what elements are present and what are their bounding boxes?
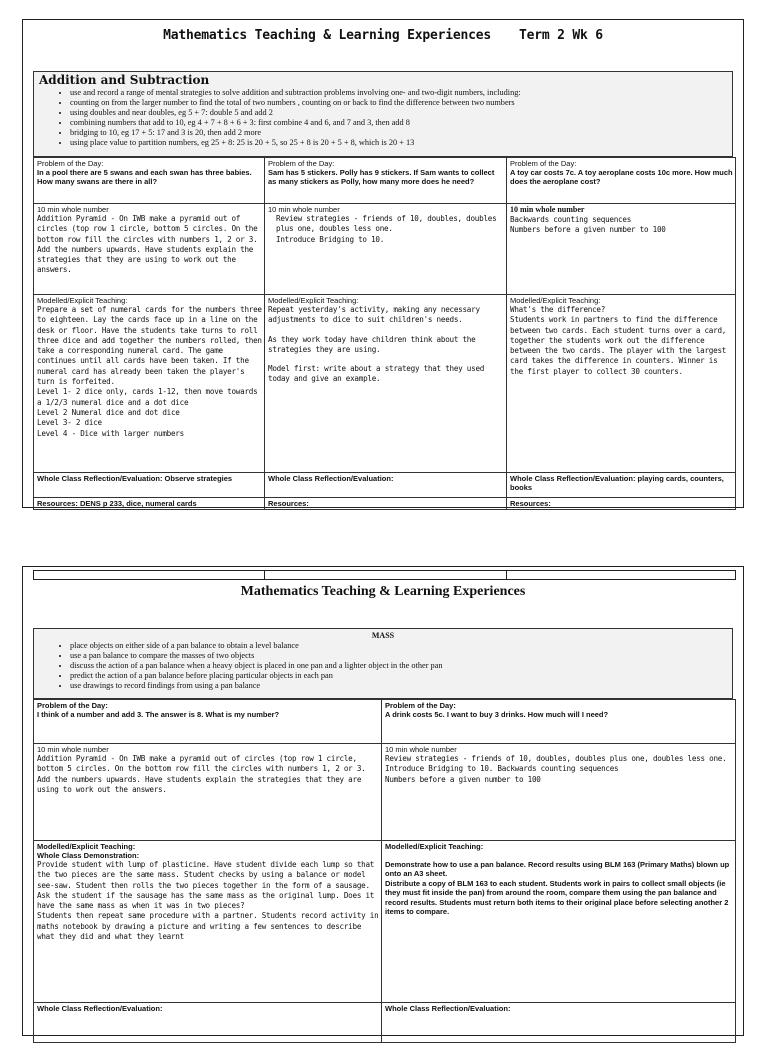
lesson-grid xyxy=(33,157,736,510)
cell-label: 10 min whole number xyxy=(37,745,109,754)
cell-text: Observe strategies xyxy=(164,474,233,483)
cell-text: Model first: write about a strategy that they used today and give an example. xyxy=(268,364,485,384)
reflection-row xyxy=(34,473,736,498)
cell-label: 10 min whole number xyxy=(510,205,585,214)
outcome-item: • use drawings to record findings from using a pan balance xyxy=(70,681,732,691)
cell-text: Addition Pyramid - On IWB make a pyramid out of circles (top row 1 circle, bottom 5 circles. On the bottom row fill the circles with numbers 1, 2 or 3. Add the numbers upwards. Have students explain the strategies that they are using to work out the answers. xyxy=(37,214,258,275)
cell-label: 10 min whole number xyxy=(37,205,109,214)
problem-cell xyxy=(265,158,507,204)
reflection-cell xyxy=(382,1003,736,1043)
cell-text: In a pool there are 5 swans and each swan has three babies. How many swans are there in all? xyxy=(37,168,252,187)
modelled-cell xyxy=(34,295,265,473)
modelled-cell xyxy=(382,841,736,1003)
cell-label: Whole Class Reflection/Evaluation: xyxy=(37,474,163,483)
cell-text: Introduce Bridging to 10. Backwards counting sequences xyxy=(385,764,619,774)
cell-label: Whole Class Reflection/Evaluation: xyxy=(37,1004,163,1013)
problem-cell xyxy=(382,700,736,744)
resources-cell xyxy=(507,498,736,510)
cell-text: As they work today have children think about the strategies they are using. xyxy=(268,334,476,354)
cell-label: Problem of the Day: xyxy=(268,159,335,168)
lesson-plan-page-1 xyxy=(22,19,744,508)
cell-text: Backwards counting sequences xyxy=(510,215,632,224)
level-line: Level 4 - Dice with larger numbers xyxy=(37,428,184,438)
whole-number-row xyxy=(34,204,736,295)
modelled-cell xyxy=(507,295,736,473)
cell-text: Numbers before a given number to 100 xyxy=(510,225,666,235)
outcomes-box xyxy=(33,71,733,157)
whole-number-row xyxy=(34,744,736,841)
cell-label: Whole Class Reflection/Evaluation: xyxy=(385,1004,511,1013)
cell-text: Sam has 5 stickers. Polly has 9 stickers. If Sam wants to collect as many stickers as Polly, how many more does he need? xyxy=(268,168,495,187)
level-line: Level 2 Numeral dice and dot dice xyxy=(37,407,180,417)
reflection-cell xyxy=(507,473,736,498)
cell-text: A toy car costs 7c. A toy aeroplane costs 10c more. How much does the aeroplane cost? xyxy=(510,168,733,187)
outcome-item: • place objects on either side of a pan balance to obtain a level balance xyxy=(70,641,732,651)
cell-text: Provide student with lump of plasticine. Have student divide each lump so that the two pieces are the same mass. Student checks by using a balance or model see-saw. Student then rolls the two pieces together in the form of a sausage. Ask the student if the sausage has the same mass as the original lump. Does it have the same mass as when it was in two pieces? xyxy=(37,860,375,911)
page-title xyxy=(23,28,743,43)
cell-text: Introduce Bridging to 10. xyxy=(276,234,385,244)
cell-label: Problem of the Day: xyxy=(510,159,577,168)
whole-number-cell xyxy=(507,204,736,295)
cell-text: I think of a number and add 3. The answer is 8. What is my number? xyxy=(37,710,280,719)
cell-text: Prepare a set of numeral cards for the numbers three to eighteen. Lay the cards face up in a line on the desk or floor. Have the students take turns to roll three dice and add together the numbers rolled, then take a corresponding numeral card. The game continues until all cards have been taken. If the numeral card has already been taken the player's turn is forfeited. xyxy=(37,305,262,387)
modelled-cell xyxy=(265,295,507,473)
reflection-row xyxy=(34,1003,736,1043)
cell-text: Repeat yesterday's activity, making any necessary adjustments to dice to suit children's needs. xyxy=(268,305,480,325)
cell-label: Whole Class Reflection/Evaluation: xyxy=(510,474,636,483)
cell-text: Review strategies - friends of 10, doubles, doubles plus one, doubles less one. xyxy=(276,214,497,234)
cell-label: Problem of the Day: xyxy=(37,701,108,710)
problem-row xyxy=(34,158,736,204)
outcome-item: • bridging to 10, eg 17 + 5: 17 and 3 is 20, then add 2 more xyxy=(70,128,732,138)
level-line: Level 3- 2 dice xyxy=(37,418,102,428)
reflection-cell xyxy=(34,1003,382,1043)
reflection-cell xyxy=(265,473,507,498)
title-text: Mathematics Teaching & Learning Experiences xyxy=(163,28,492,43)
resources-row xyxy=(34,498,736,510)
cell-label: Resources: xyxy=(268,499,309,508)
level-line: Level 1- 2 dice only, cards 1-12, then move towards a 1/2/3 numeral dice and a dot dice xyxy=(37,387,258,407)
cell-label: 10 min whole number xyxy=(268,205,340,214)
whole-number-cell xyxy=(265,204,507,295)
cell-text: Students work in partners to find the difference between two cards. Each student turns over a card, together the students work out the difference between the two cards. The player with the largest card takes the difference in counters. Winner is the first player to collect 30 counters. xyxy=(510,315,727,376)
outcome-item: • combining numbers that add to 10, eg 4 + 7 + 8 + 6 + 3: first combine 4 and 6, and 7 and 3, then add 8 xyxy=(70,118,732,128)
cell-text: Review strategies - friends of 10, doubles, doubles plus one, doubles less one. xyxy=(385,754,727,763)
cell-label: Modelled/Explicit Teaching: xyxy=(385,842,484,851)
cell-label: Resources: xyxy=(510,499,551,508)
modelled-row xyxy=(34,841,736,1003)
whole-number-cell xyxy=(34,744,382,841)
outcome-item: • use and record a range of mental strategies to solve addition and subtraction problems involving one- and two-digit numbers, including: xyxy=(70,88,732,98)
cell-text: Distribute a copy of BLM 163 to each student. Students work in pairs to collect small objects (ie they must fit inside the pan) from around the room, compare them using the pan balance and record results. Students must return both items to their original place before selecting another 2 items to compare. xyxy=(385,878,729,917)
outcome-item: • predict the action of a pan balance before placing particular objects in each pan xyxy=(70,671,732,681)
whole-number-cell xyxy=(382,744,736,841)
lesson-grid xyxy=(33,699,736,1043)
page-title: Mathematics Teaching & Learning Experiences xyxy=(240,584,526,599)
cell-text: A drink costs 5c. I want to buy 3 drinks. How much will I need? xyxy=(385,710,609,719)
outcome-item: • discuss the action of a pan balance when a heavy object is placed in one pan and a lighter object in the other pan xyxy=(70,661,732,671)
cell-text: DENS p 233, dice, numeral cards xyxy=(79,499,197,508)
cell-label: 10 min whole number xyxy=(385,745,457,754)
whole-number-cell xyxy=(34,204,265,295)
cell-text: Students then repeat same procedure with a partner. Students record activity in maths notebook by drawing a picture and writing a few sentences to describe what they did and what they learnt xyxy=(37,911,379,942)
outcomes-box xyxy=(33,628,733,699)
reflection-cell xyxy=(34,473,265,498)
outcome-item: • counting on from the larger number to find the total of two numbers , counting on or back to find the difference between two numbers xyxy=(70,98,732,108)
cell-text: Numbers before a given number to 100 xyxy=(385,774,541,784)
cell-label: Modelled/Explicit Teaching: xyxy=(37,296,128,305)
problem-cell xyxy=(34,700,382,744)
cell-heading: What's the difference? xyxy=(510,305,606,314)
cell-label: Problem of the Day: xyxy=(37,159,104,168)
outcome-item: • using doubles and near doubles, eg 5 + 7: double 5 and add 2 xyxy=(70,108,732,118)
cell-text: Demonstrate how to use a pan balance. Record results using BLM 163 (Primary Maths) blown up onto an A3 sheet. xyxy=(385,860,730,879)
cell-label: Resources: xyxy=(37,499,78,508)
modelled-cell xyxy=(34,841,382,1003)
outcome-item: • using place value to partition numbers, eg 25 + 8: 25 is 20 + 5, so 25 + 8 is 20 + 5 + 8, which is 20 + 13 xyxy=(70,138,732,148)
resources-cell xyxy=(34,498,265,510)
cell-text: Addition Pyramid - On IWB make a pyramid out of circles (top row 1 circle, bottom 5 circles. On the bottom row fill the circles with numbers 1, 2 or 3. Add the numbers upwards. Have students explain the strategies that they are using to work out the answers. xyxy=(37,754,366,794)
outcomes-list xyxy=(34,88,732,149)
cell-label: Modelled/Explicit Teaching: xyxy=(510,296,601,305)
modelled-row xyxy=(34,295,736,473)
problem-cell xyxy=(34,158,265,204)
cell-label: Problem of the Day: xyxy=(385,701,456,710)
cell-label: Modelled/Explicit Teaching: xyxy=(37,842,136,851)
cell-label: Modelled/Explicit Teaching: xyxy=(268,296,359,305)
cell-text: playing cards, counters, books xyxy=(510,474,724,492)
lesson-plan-page-2 xyxy=(22,566,744,1036)
section-heading: MASS xyxy=(371,631,395,640)
header-strip xyxy=(33,570,736,580)
cell-sublabel: Whole Class Demonstration: xyxy=(37,851,140,860)
section-heading: Addition and Subtraction xyxy=(39,73,210,87)
outcome-item: • use a pan balance to compare the masses of two objects xyxy=(70,651,732,661)
problem-cell xyxy=(507,158,736,204)
outcomes-list xyxy=(34,641,732,691)
term-week-label: Term 2 Wk 6 xyxy=(519,28,603,43)
resources-cell xyxy=(265,498,507,510)
cell-label: Whole Class Reflection/Evaluation: xyxy=(268,474,394,483)
problem-row xyxy=(34,700,736,744)
